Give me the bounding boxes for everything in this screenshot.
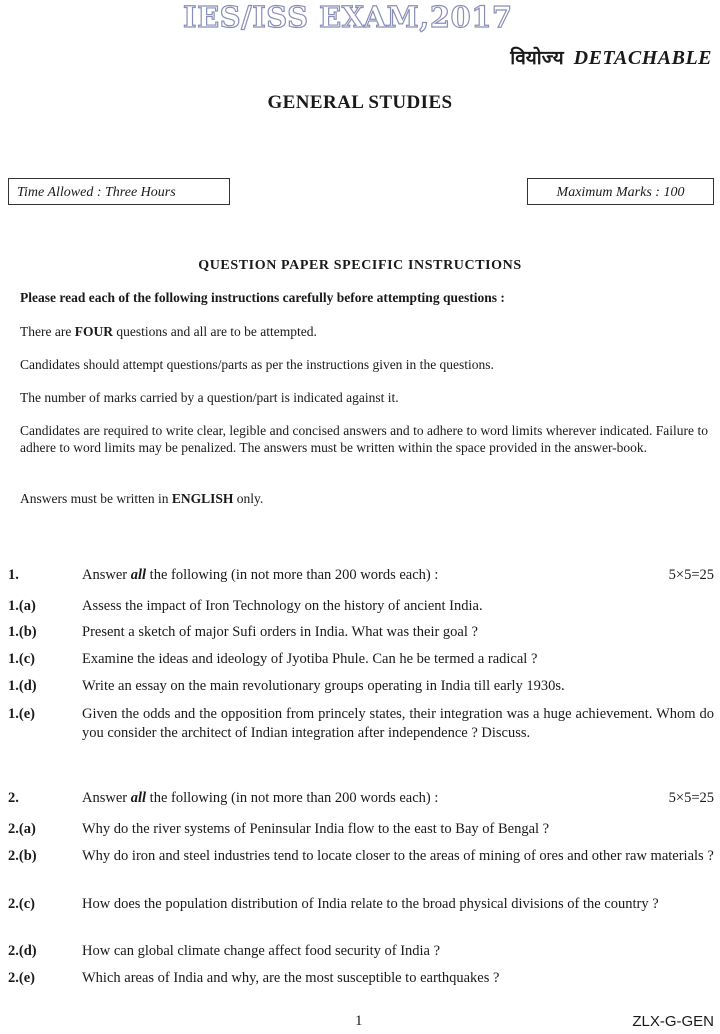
part-text: Write an essay on the main revolutionary groups operating in India till early 1930s. xyxy=(82,678,565,694)
part-text: Assess the impact of Iron Technology on the history of ancient India. xyxy=(82,598,483,614)
question-text: Answer all the following (in not more than 200 words each) : xyxy=(82,790,439,806)
part-number: 2.(c) xyxy=(8,896,35,912)
question-marks: 5×5=25 xyxy=(668,790,714,806)
instruction-5: Answers must be written in ENGLISH only. xyxy=(20,491,264,506)
instruction-2: Candidates should attempt questions/parts as per the instructions given in the questions. xyxy=(20,357,494,372)
page-number: 1 xyxy=(355,1013,363,1029)
question-number: 2. xyxy=(8,790,19,806)
part-text: How does the population distribution of India relate to the broad physical divisions of the country ? xyxy=(82,896,659,912)
question-number: 1. xyxy=(8,567,19,583)
part-number: 1.(c) xyxy=(8,651,35,667)
part-number: 2.(b) xyxy=(8,848,37,864)
part-number: 2.(e) xyxy=(8,970,35,986)
part-text: Examine the ideas and ideology of Jyotiba Phule. Can he be termed a radical ? xyxy=(82,651,538,667)
part-text: Why do iron and steel industries tend to locate closer to the areas of mining of ores and other raw materials ? xyxy=(82,848,714,864)
part-number: 2.(a) xyxy=(8,821,36,837)
part-number: 2.(d) xyxy=(8,943,37,959)
detachable-hindi: वियोज्य xyxy=(510,47,564,69)
part-number: 1.(d) xyxy=(8,678,37,694)
part-text: Given the odds and the opposition from princely states, their integration was a huge achievement. Whom do you consider the architect of Indian integration after independence ? Discuss. xyxy=(82,706,714,741)
instructions-heading: QUESTION PAPER SPECIFIC INSTRUCTIONS xyxy=(198,258,522,273)
max-marks-box: Maximum Marks : 100 xyxy=(527,178,714,205)
detachable-label xyxy=(510,44,712,70)
instruction-1: There are FOUR questions and all are to be attempted. xyxy=(20,324,317,339)
instruction-3: The number of marks carried by a question/part is indicated against it. xyxy=(20,390,399,405)
part-number: 1.(b) xyxy=(8,624,37,640)
part-text: Which areas of India and why, are the most susceptible to earthquakes ? xyxy=(82,970,500,986)
paper-title: GENERAL STUDIES xyxy=(267,92,453,113)
question-marks: 5×5=25 xyxy=(668,567,714,583)
instructions-lead: Please read each of the following instructions carefully before attempting questions : xyxy=(20,290,505,305)
instruction-4: Candidates are required to write clear, legible and concised answers and to adhere to word limits wherever indicated. Failure to adhere to word limits may be penalized. The answers must be written within the space provided in the answer-book. xyxy=(20,423,708,455)
part-text: Present a sketch of major Sufi orders in India. What was their goal ? xyxy=(82,624,478,640)
time-allowed-box: Time Allowed : Three Hours xyxy=(8,178,230,205)
paper-code: ZLX-G-GEN xyxy=(632,1013,714,1030)
question-text: Answer all the following (in not more than 200 words each) : xyxy=(82,567,439,583)
exam-watermark: IES/ISS EXAM,2017 xyxy=(183,0,513,34)
part-number: 1.(a) xyxy=(8,598,36,614)
part-number: 1.(e) xyxy=(8,706,35,722)
detachable-english: DETACHABLE xyxy=(573,47,712,69)
part-text: How can global climate change affect food security of India ? xyxy=(82,943,441,959)
part-text: Why do the river systems of Peninsular India flow to the east to Bay of Bengal ? xyxy=(82,821,550,837)
